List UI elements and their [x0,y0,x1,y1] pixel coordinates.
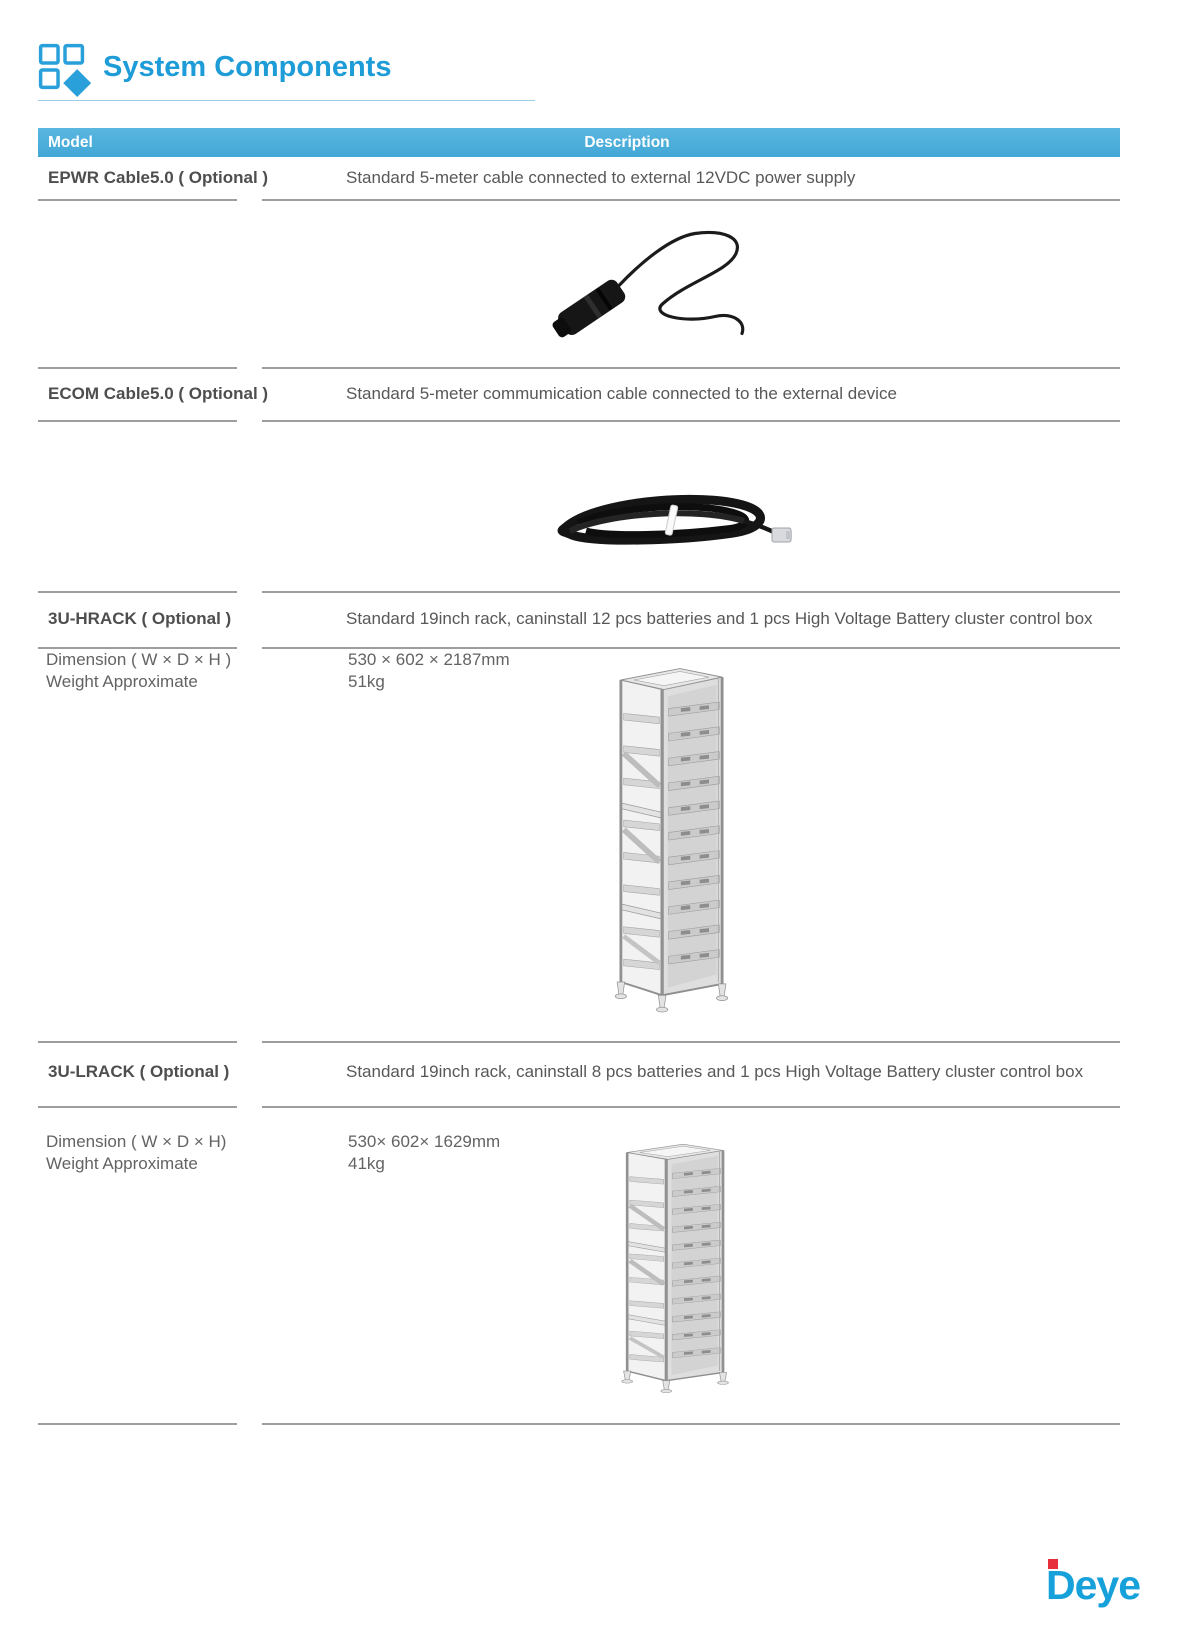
row-divider [38,420,237,422]
model-name-epwr-cable: EPWR Cable5.0 ( Optional ) [48,168,269,187]
3u-hrack-drawing [589,660,739,1022]
row-divider [38,1106,237,1108]
row-divider [262,367,1120,369]
section-grid-diamond-icon [38,42,92,98]
description-3u-lrack: Standard 19inch rack, caninstall 8 pcs batteries and 1 pcs High Voltage Battery cluster control box [346,1062,1084,1081]
row-divider [38,199,237,201]
spec-labels-3u-hrack [46,649,231,692]
deye-logo [1046,1556,1176,1608]
row-divider [262,1041,1120,1043]
model-name-3u-lrack: 3U-LRACK ( Optional ) [48,1062,230,1081]
weight-label: Weight Approximate [46,1153,198,1173]
row-divider [38,591,237,593]
description-column-header: Description [584,134,670,151]
dimension-label: Dimension ( W × D × H) [46,1132,227,1151]
epwr-cable-photo [545,222,760,340]
row-divider [262,199,1120,201]
dimension-label: Dimension ( W × D × H ) [46,650,232,669]
dimension-value: 530× 602× 1629mm [348,1132,501,1151]
weight-label: Weight Approximate [46,671,198,691]
description-3u-hrack: Standard 19inch rack, caninstall 12 pcs batteries and 1 pcs High Voltage Battery cluster control box [346,609,1093,628]
row-divider [262,1423,1120,1425]
3u-lrack-drawing [597,1138,739,1400]
spec-labels-3u-lrack [46,1131,226,1174]
description-ecom-cable: Standard 5-meter commumication cable connected to the external device [346,384,897,403]
spec-values-3u-lrack [348,1131,500,1174]
row-divider [262,420,1120,422]
description-epwr-cable: Standard 5-meter cable connected to external 12VDC power supply [346,168,856,187]
row-divider [38,1423,237,1425]
model-name-ecom-cable: ECOM Cable5.0 ( Optional ) [48,384,269,403]
model-name-3u-hrack: 3U-HRACK ( Optional ) [48,609,232,628]
row-divider [262,1106,1120,1108]
model-column-header: Model [48,134,93,151]
title-underline [38,100,535,101]
page-title: System Components [103,51,392,83]
dimension-value: 530 × 602 × 2187mm [348,650,510,669]
table-header-bar [38,128,1120,157]
logo-wordmark: Deye [1046,1562,1141,1608]
spec-values-3u-hrack [348,649,510,692]
ecom-cable-photo [548,478,796,552]
row-divider [38,367,237,369]
row-divider [38,1041,237,1043]
weight-value: 51kg [348,671,385,691]
weight-value: 41kg [348,1153,385,1173]
row-divider [262,591,1120,593]
